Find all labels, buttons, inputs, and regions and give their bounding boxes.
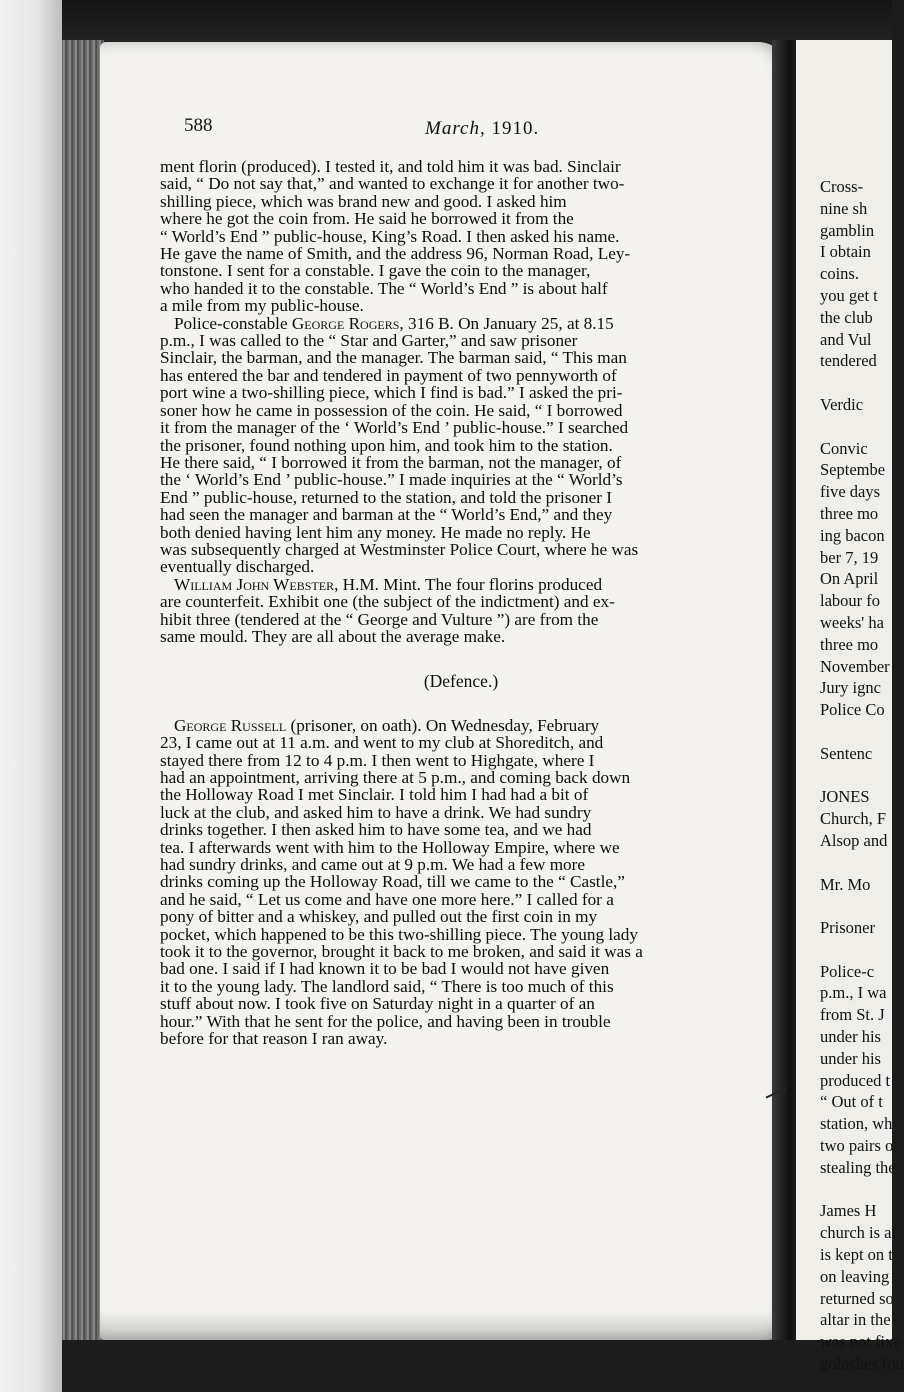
right-page-line: and Vul [820,329,872,349]
text-line: “ World’s End ” public-house, King’s Road. I then asked his name. [160,226,620,246]
right-page-line [820,852,904,874]
text-line: are counterfeit. Exhibit one (the subject of the indictment) and ex- [160,592,615,612]
right-page-line: two pairs o [820,1136,894,1156]
russell-first-line: (prisoner, on oath). On Wednesday, February [286,715,600,735]
text-line: eventually discharged. [160,557,315,577]
right-page-line: was not fixe [820,1332,901,1352]
text-line: bad one. I said if I had known it to be bad I would not have given [160,959,610,979]
right-page-line: James H [820,1201,877,1221]
page-shadow [100,1310,788,1340]
witness-name: George Russell [174,715,287,735]
right-page-line: stealing the [820,1157,896,1177]
paragraph-russell-testimony [160,717,762,1048]
text-line: a mile from my public-house. [160,296,364,316]
text-line [160,576,762,593]
paragraph-manager-testimony [160,158,762,315]
text-line: it to the young lady. The landlord said, “ There is too much of this [160,976,614,996]
text-line: 23, I came out at 11 a.m. and went to my club at Shoreditch, and [160,733,604,753]
right-page-line: the club [820,307,873,327]
text-line: the prisoner, found nothing upon him, and took him to the station. [160,435,613,455]
left-page [100,42,788,1340]
rogers-lines [160,332,762,576]
right-page-line: from St. J [820,1005,885,1025]
text-line: p.m., I was called to the “ Star and Garter,” and saw prisoner [160,331,578,351]
text-line: pony of bitter and a whiskey, and pulled out the first coin in my [160,907,598,927]
text-line: and he said, “ Let us come and have one more here.” I called for a [160,889,614,909]
right-page-line: I obtain [820,242,871,262]
text-line: He gave the name of Smith, and the address 96, Norman Road, Ley- [160,244,631,264]
right-page-line: p.m., I wa [820,983,887,1003]
text-line [160,717,762,734]
text-line: soner how he came in possession of the coin. He said, “ I borrowed [160,400,623,420]
right-page-line: nine sh [820,198,868,218]
right-page-line: coins. [820,264,859,284]
right-page-line: JONES [820,787,870,807]
right-page-line: weeks' ha [820,612,884,632]
right-page-line: on leaving [820,1266,890,1286]
right-page-text [820,176,904,1375]
right-page-line: Sentenc [820,743,873,763]
text-line: said, “ Do not say that,” and wanted to exchange it for another two- [160,174,625,194]
text-line: stuff about now. I took five on Saturday night in a quarter of an [160,994,595,1014]
right-page-line: returned so [820,1288,894,1308]
right-page-line: Convic [820,438,868,458]
rogers-title: Police-constable [174,313,292,333]
right-page-line: Police-c [820,961,875,981]
right-page-line: is kept on t [820,1245,893,1265]
page-number: 588 [184,115,213,136]
paragraph-rogers-testimony [160,315,762,576]
scanner-margin [0,0,62,1392]
text-line: tonstone. I sent for a constable. I gave the coin to the manager, [160,261,591,281]
text-line: stayed there from 12 to 4 p.m. I then went to Highgate, where I [160,750,595,770]
right-page-line: gamblin [820,220,875,240]
right-page-line: “ Out of t [820,1092,883,1112]
right-page-line: under his [820,1048,881,1068]
right-page-line: you get t [820,285,878,305]
defence-heading: (Defence.) [423,671,499,692]
right-page-line: Alsop and [820,830,888,850]
witness-name: William John Webster [174,574,335,594]
text-line: where he got the coin from. He said he borrowed it from the [160,209,574,229]
running-head [425,118,539,140]
right-page-line [820,765,904,787]
right-page-line: ber 7, 19 [820,547,879,567]
running-head-month: March [425,118,480,139]
right-page-line: three mo [820,503,879,523]
right-page-line [820,416,904,438]
text-line: pocket, which happened to be this two-shilling piece. The young lady [160,924,638,944]
text-line: shilling piece, which was brand new and good. I asked him [160,191,567,211]
right-page-line: five days [820,482,881,502]
running-head-year: , 1910. [479,118,540,139]
right-page-edge [796,40,904,1374]
paragraph-webster-testimony [160,576,762,646]
text-line: who handed it to the constable. The “ World’s End ” is about half [160,278,608,298]
rogers-first-line: , 316 B. On January 25, at 8.15 [399,313,614,333]
right-page-line [820,372,904,394]
right-page-line: three mo [820,634,879,654]
text-line: luck at the club, and asked him to have a drink. We had sundry [160,802,592,822]
witness-name: George Rogers [291,313,400,333]
text-line: took it to the governor, brought it back to me broken, and said it was a [160,942,643,962]
right-page-line: produced t [820,1070,891,1090]
right-page-line: church is al [820,1223,897,1243]
right-page-line [820,939,904,961]
right-page-line [820,721,904,743]
text-line: the Holloway Road I met Sinclair. I told him I had had a bit of [160,785,589,805]
text-line: had an appointment, arriving there at 5 p.m., and coming back down [160,768,631,787]
book-spine [62,40,104,1340]
text-line: it from the manager of the ‘ World’s End ’ public-house.” I searched [160,418,629,438]
text-line: has entered the bar and tendered in payment of two pennyworth of [160,365,617,385]
right-page-line: Cross- [820,177,864,196]
webster-lines [160,593,762,645]
text-line: hibit three (tendered at the “ George and Vulture ”) are from the [160,609,599,629]
text-line: was subsequently charged at Westminster Police Court, where he was [160,539,639,559]
text-line: ment florin (produced). I tested it, and told him it was bad. Sinclair [160,157,621,176]
text-line: the ‘ World’s End ’ public-house.” I made inquiries at the “ World’s [160,470,623,490]
right-page-line: Police Co [820,700,885,720]
text-line: tea. I afterwards went with him to the Holloway Empire, where we [160,837,620,857]
right-page-line: tendered [820,351,877,371]
text-line: hour.” With that he sent for the police, and having been in trouble [160,1011,611,1031]
text-line [160,315,762,332]
text-line: drinks together. I then asked him to have some tea, and we had [160,820,592,840]
right-page-line: labour fo [820,591,881,611]
right-page-line: Jury ignc [820,678,881,698]
right-page-line: goloshes fou [820,1354,904,1374]
right-page-line: Church, F [820,809,886,829]
right-page-line: ing bacon [820,525,885,545]
page-body [160,158,762,1048]
right-page-line: Prisoner [820,918,875,938]
right-page-line: station, wh [820,1114,893,1134]
text-line: had seen the manager and barman at the “ World’s End,” and they [160,505,613,525]
right-page-line: Verdic [820,394,864,414]
text-line: port wine a two-shilling piece, which I find is bad.” I asked the pri- [160,383,623,403]
text-line: He there said, “ I borrowed it from the barman, not the manager, of [160,452,622,472]
text-line: before for that reason I ran away. [160,1029,388,1049]
right-page-line [820,1179,904,1201]
right-page-line: Mr. Mo [820,874,871,894]
right-page-line: November [820,656,890,676]
text-line: Sinclair, the barman, and the manager. The barman said, “ This man [160,348,627,368]
text-line: same mould. They are all about the average make. [160,626,506,646]
text-line: both denied having lent him any money. He made no reply. He [160,522,591,542]
webster-first-line: , H.M. Mint. The four florins produced [334,574,603,594]
right-page-line: altar in the [820,1310,891,1330]
right-page-line: Septembe [820,460,886,480]
right-page-line [820,895,904,917]
right-page-line: under his [820,1027,881,1047]
russell-lines [160,734,762,1047]
right-page-line: On April [820,569,879,589]
text-line: drinks coming up the Holloway Road, till we came to the “ Castle,” [160,872,625,892]
text-line: End ” public-house, returned to the station, and told the prisoner I [160,487,613,507]
text-line: had sundry drinks, and came out at 9 p.m. We had a few more [160,855,586,875]
